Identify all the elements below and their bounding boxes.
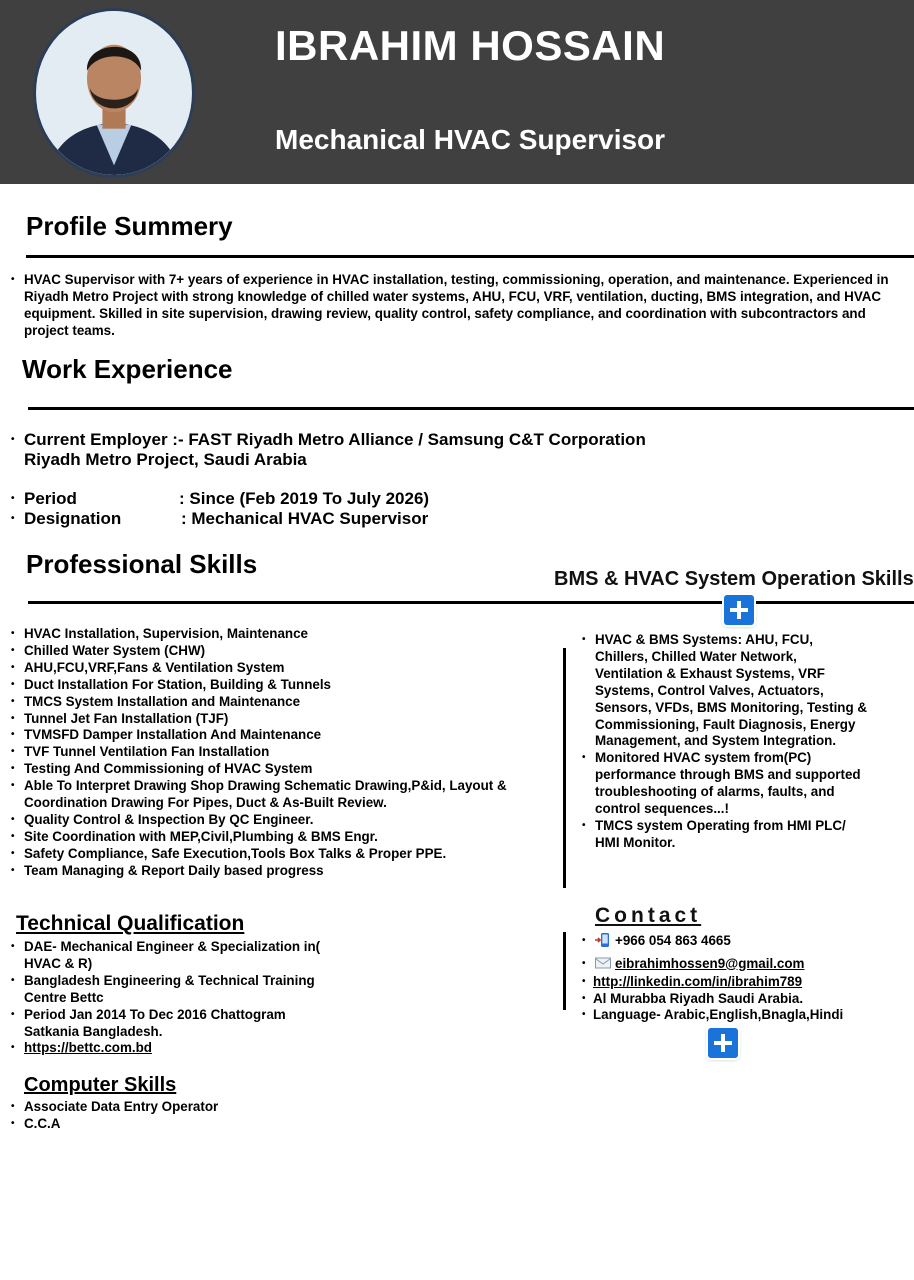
- employer-line-2: Riyadh Metro Project, Saudi Arabia: [24, 450, 307, 469]
- period-label: Period: [24, 489, 77, 508]
- candidate-title: Mechanical HVAC Supervisor: [275, 124, 666, 155]
- skill-item: • Team Managing & Report Daily based progress: [12, 863, 537, 880]
- designation-item: [12, 509, 732, 529]
- computer-skill-item: • C.C.A: [12, 1116, 332, 1133]
- skill-item: • Site Coordination with MEP,Civil,Plumbing & BMS Engr.: [12, 829, 537, 846]
- skill-item: • TVF Tunnel Ventilation Fan Installation: [12, 744, 537, 761]
- qualification-item: • Bangladesh Engineering & Technical Training Centre Bettc: [12, 973, 332, 1007]
- phone-number[interactable]: +966 054 863 4665: [615, 933, 731, 948]
- employer-line-1: Current Employer :- FAST Riyadh Metro Alliance / Samsung C&T Corporation: [24, 430, 646, 449]
- computer-skill-item: • Associate Data Entry Operator: [12, 1099, 332, 1116]
- period-value: : Since (Feb 2019 To July 2026): [179, 489, 430, 508]
- bms-skill-item: • Monitored HVAC system from(PC) performance through BMS and supported troubleshooting of alarms, faults, and control sequences...!: [583, 750, 868, 818]
- computer-skills-list: [12, 1099, 332, 1133]
- header-banner: [0, 0, 914, 184]
- bettc-link-item: [12, 1040, 332, 1057]
- work-details-list: [12, 489, 732, 529]
- envelope-icon: [595, 956, 611, 970]
- technical-link-list: [12, 1040, 332, 1057]
- designation-label: Designation: [24, 509, 122, 528]
- email-link[interactable]: eibrahimhossen9@gmail.com: [615, 955, 805, 971]
- email-item: [583, 955, 883, 974]
- professional-skills-list: [12, 626, 537, 880]
- current-employer: [12, 430, 732, 470]
- person-avatar-icon: [36, 11, 192, 175]
- linkedin-link[interactable]: http://linkedin.com/in/ibrahim789: [593, 974, 803, 989]
- skill-item: • Chilled Water System (CHW): [12, 643, 537, 660]
- skill-item: • Safety Compliance, Safe Execution,Tools Box Talks & Proper PPE.: [12, 846, 537, 863]
- professional-skills-heading: Professional Skills: [26, 549, 258, 579]
- contact-heading: Contact: [595, 904, 702, 927]
- computer-skills-heading: Computer Skills: [24, 1074, 177, 1096]
- address-text: Al Murabba Riyadh Saudi Arabia.: [593, 990, 804, 1006]
- bms-skill-item: • TMCS system Operating from HMI PLC/ HMI Monitor.: [583, 818, 868, 852]
- phone-item: [583, 932, 883, 951]
- designation-value: : Mechanical HVAC Supervisor: [181, 509, 429, 528]
- profile-summary-heading: Profile Summery: [26, 211, 233, 241]
- technical-qualification-list: [12, 939, 332, 1040]
- section-divider: [28, 601, 914, 604]
- bms-skills-heading: BMS & HVAC System Operation Skills: [554, 568, 914, 590]
- profile-photo: [33, 8, 195, 178]
- bms-skills-list: [583, 632, 868, 852]
- qualification-item: • DAE- Mechanical Engineer & Specialization in( HVAC & R): [12, 939, 332, 973]
- work-experience-list: [12, 430, 732, 470]
- skill-item: • TVMSFD Damper Installation And Maintenance: [12, 727, 537, 744]
- skill-item: • Duct Installation For Station, Building & Tunnels: [12, 677, 537, 694]
- candidate-name: IBRAHIM HOSSAIN: [275, 22, 666, 69]
- plus-icon[interactable]: [724, 595, 754, 625]
- contact-column-divider: [563, 932, 566, 1010]
- bms-skill-item: • HVAC & BMS Systems: AHU, FCU, Chillers, Chilled Water Network, Ventilation & Exhaust Systems, VRF Systems, Control Valves, Actuators, Sensors, VFDs, BMS Monitoring, Testing & Commissioning, Fault Diagnosis, Energy Management, and System Integration.: [583, 632, 868, 750]
- work-experience-heading: Work Experience: [22, 354, 233, 384]
- mobile-phone-icon: [595, 933, 611, 947]
- plus-icon[interactable]: [708, 1028, 738, 1058]
- skill-item: • Able To Interpret Drawing Shop Drawing Schematic Drawing,P&id, Layout & Coordination Drawing For Pipes, Duct & As-Built Review.: [12, 778, 537, 812]
- profile-summary-text: • HVAC Supervisor with 7+ years of experience in HVAC installation, testing, commissioning, operation, and maintenance. Experienced in Riyadh Metro Project with strong knowledge of chilled water systems, AHU, FCU, VRF, ventilation, ducting, BMS integration, and HVAC equipment. Skilled in site supervision, drawing review, quality control, safety compliance, and coordination with subcontractors and project teams.: [12, 271, 907, 339]
- skill-item: • Quality Control & Inspection By QC Engineer.: [12, 812, 537, 829]
- section-divider: [28, 407, 914, 410]
- period-item: [12, 489, 732, 509]
- skill-item: • AHU,FCU,VRF,Fans & Ventilation System: [12, 660, 537, 677]
- skill-item: • TMCS System Installation and Maintenance: [12, 694, 537, 711]
- section-divider: [26, 255, 914, 258]
- skill-item: • Tunnel Jet Fan Installation (TJF): [12, 711, 537, 728]
- bms-column-divider: [563, 648, 566, 888]
- qualification-item: • Period Jan 2014 To Dec 2016 Chattogram Satkania Bangladesh.: [12, 1007, 332, 1041]
- contact-list: [583, 932, 883, 1025]
- bettc-link[interactable]: https://bettc.com.bd: [24, 1040, 152, 1055]
- skill-item: • HVAC Installation, Supervision, Maintenance: [12, 626, 537, 643]
- language-item: [583, 1006, 883, 1025]
- technical-qualification-heading: Technical Qualification: [16, 912, 245, 935]
- language-text: Language- Arabic,English,Bnagla,Hindi: [593, 1007, 844, 1022]
- skill-item: • Testing And Commissioning of HVAC System: [12, 761, 537, 778]
- profile-summary: [12, 271, 907, 339]
